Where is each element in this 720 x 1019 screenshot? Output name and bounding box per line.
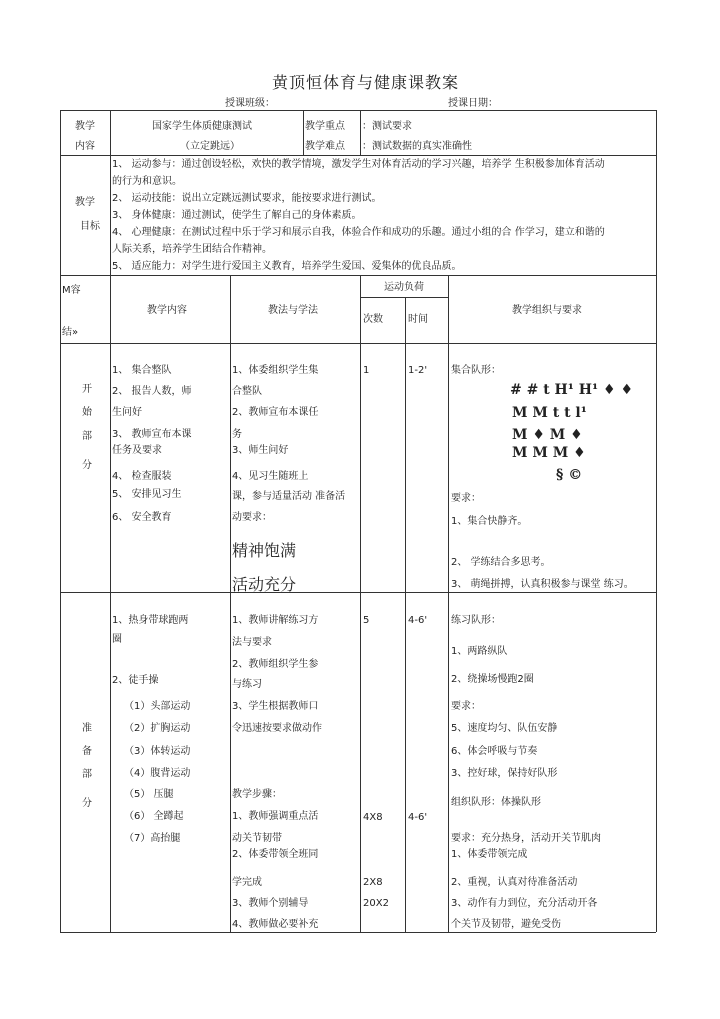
start-method: 4、见习生随班上 [232, 471, 309, 482]
prep-method: 1、教师讲解练习方 [232, 615, 319, 626]
prep-label: 分 [82, 798, 92, 809]
formation-diagram: M M t t l¹ [512, 405, 587, 421]
prep-method: 动关节韧带 [232, 833, 282, 844]
prep-label: 部 [82, 769, 92, 780]
structure-header-bottom: 结» [62, 327, 79, 338]
prep-count: 2X8 [363, 877, 383, 888]
prep-method: 3、学生根据教师口 [232, 701, 319, 712]
start-method: 动要求： [232, 512, 272, 523]
content-value: 国家学生体质健康测试 [152, 121, 252, 132]
start-method: 2、教师宣布本课任 [232, 407, 319, 418]
prep-org: 1、体委带领完成 [451, 849, 528, 860]
start-method: 1、体委组织学生集 [232, 365, 319, 376]
start-content: 任务及要求 [112, 445, 162, 456]
prep-method: 令迅速按要求做动作 [232, 723, 322, 734]
start-content: 2、 报告人数，师 [112, 386, 192, 397]
prep-label: 准 [82, 723, 92, 734]
method-header: 教法与学法 [268, 305, 318, 316]
start-time: 1-2' [408, 365, 428, 376]
key-point-label: 教学重点 [305, 121, 345, 132]
start-org-title: 集合队形： [451, 365, 501, 376]
prep-content: 1、热身带球跑两 [112, 615, 189, 626]
start-content: 3、 教师宣布本课 [112, 429, 192, 440]
structure-header-top: M容 [62, 285, 81, 296]
prep-org: 要求：充分热身，活动开关节肌肉 [451, 833, 601, 844]
start-content: 5、 安排见习生 [112, 489, 182, 500]
load-header: 运动负荷 [384, 282, 424, 293]
prep-content: 2、徒手操 [112, 675, 159, 686]
start-method-highlight: 活动充分 [232, 575, 297, 594]
class-label: 授课班级： [225, 98, 275, 109]
start-method: 合整队 [232, 386, 262, 397]
content-label: 教学 [75, 121, 95, 132]
prep-org: 个关节及韧带，避免受伤 [451, 919, 561, 930]
start-method: 3、师生问好 [232, 445, 289, 456]
prep-method: 法与要求 [232, 637, 272, 648]
date-label: 授课日期： [448, 98, 498, 109]
prep-method: 学完成 [232, 877, 262, 888]
goal-line: 人际关系，培养学生团结合作精神。 [112, 244, 272, 255]
prep-method: 1、教师强调重点活 [232, 811, 319, 822]
prep-content: （6） 全蹲起 [124, 811, 184, 822]
goal-line: 4、 心理健康：在测试过程中乐于学习和展示自我，体验合作和成功的乐趣。通过小组的合 作学习，建立和谐的 [112, 227, 605, 238]
content-label-2: 内容 [75, 141, 95, 152]
formation-diagram: M ♦ M ♦ [512, 427, 583, 443]
prep-org: 1、两路纵队 [451, 646, 508, 657]
prep-time: 4-6' [408, 812, 428, 823]
prep-content: （4）腹背运动 [124, 768, 191, 779]
goal-line: 2、 运动技能：说出立定跳远测试要求，能按要求进行测试。 [112, 193, 382, 204]
prep-org: 6、体会呼吸与节奏 [451, 746, 538, 757]
goals-label-2: 目标 [80, 221, 100, 232]
prep-method: 与练习 [232, 679, 262, 690]
start-requirement: 1、集合快静齐。 [451, 516, 528, 527]
prep-org: 练习队形： [451, 615, 501, 626]
formation-diagram: § © [556, 467, 583, 483]
start-content: 生问好 [112, 407, 142, 418]
start-label: 开 [82, 384, 92, 395]
prep-count: 5 [363, 615, 370, 626]
start-label: 始 [82, 407, 92, 418]
page-title: 黄顶恒体育与健康课教案 [272, 73, 460, 92]
prep-method: 3、教师个别辅导 [232, 898, 309, 909]
prep-org: 2、重视，认真对待准备活动 [451, 877, 578, 888]
prep-time: 4-6' [408, 615, 428, 626]
start-requirement: 2、 学练结合多思考。 [451, 557, 551, 568]
count-header: 次数 [363, 314, 383, 325]
prep-count: 4X8 [363, 812, 383, 823]
start-content: 6、 安全教育 [112, 512, 172, 523]
time-header: 时间 [408, 314, 428, 325]
start-count: 1 [363, 365, 370, 376]
start-label: 分 [82, 460, 92, 471]
prep-content: （3）体转运动 [124, 746, 191, 757]
start-content: 4、 检查服装 [112, 471, 172, 482]
prep-content: 圈 [112, 634, 122, 645]
start-requirement: 3、 萌绳拼搏，认真积极参与课堂 练习。 [451, 579, 634, 590]
start-method: 课，参与适量活动 准备活 [232, 491, 346, 502]
goal-line: 的行为和意识。 [112, 176, 182, 187]
goal-line: 1、 运动参与：通过创设轻松，欢快的教学情境，激发学生对体育活动的学习兴趣，培养学 生积极参加体育活动 [112, 159, 605, 170]
start-label: 部 [82, 431, 92, 442]
start-requirements-label: 要求： [451, 493, 481, 504]
prep-count: 20X2 [363, 898, 389, 909]
prep-content: （5） 压腿 [124, 789, 174, 800]
goal-line: 3、 身体健康：通过测试，使学生了解自己的身体素质。 [112, 210, 362, 221]
prep-org: 要求： [451, 701, 481, 712]
difficulty-label: 教学难点 [305, 141, 345, 152]
prep-org: 5、速度均匀、队伍安静 [451, 723, 558, 734]
prep-org: 组织队形：体操队形 [451, 797, 541, 808]
prep-content: （1）头部运动 [124, 701, 191, 712]
prep-content: （7）高抬腿 [124, 833, 181, 844]
prep-org: 3、动作有力到位，充分活动开各 [451, 898, 598, 909]
prep-method: 4、教师做必要补充 [232, 919, 319, 930]
formation-diagram: # # t H¹ H¹ ♦ ♦ [510, 382, 633, 398]
content-header: 教学内容 [147, 305, 187, 316]
prep-method: 2、体委带领全班同 [232, 849, 319, 860]
prep-content: （2）扩胸运动 [124, 723, 191, 734]
prep-org: 3、控好球，保持好队形 [451, 768, 558, 779]
start-content: 1、 集合整队 [112, 365, 172, 376]
prep-method: 教学步骤： [232, 789, 282, 800]
prep-org: 2、绕操场慢跑2圈 [451, 674, 534, 685]
formation-diagram: M M M ♦ [512, 445, 586, 461]
goal-line: 5、 适应能力：对学生进行爱国主义教育，培养学生爱国、爱集体的优良品质。 [112, 261, 462, 272]
goals-label: 教学 [75, 197, 95, 208]
difficulty-value: ：测试数据的真实准确性 [362, 141, 472, 152]
organization-header: 教学组织与要求 [512, 305, 582, 316]
start-method: 务 [232, 429, 242, 440]
prep-label: 备 [82, 746, 92, 757]
content-value-2: （立定跳远） [180, 141, 240, 152]
key-point-value: ：测试要求 [362, 121, 412, 132]
start-method-highlight: 精神饱满 [232, 541, 297, 560]
prep-method: 2、教师组织学生参 [232, 659, 319, 670]
